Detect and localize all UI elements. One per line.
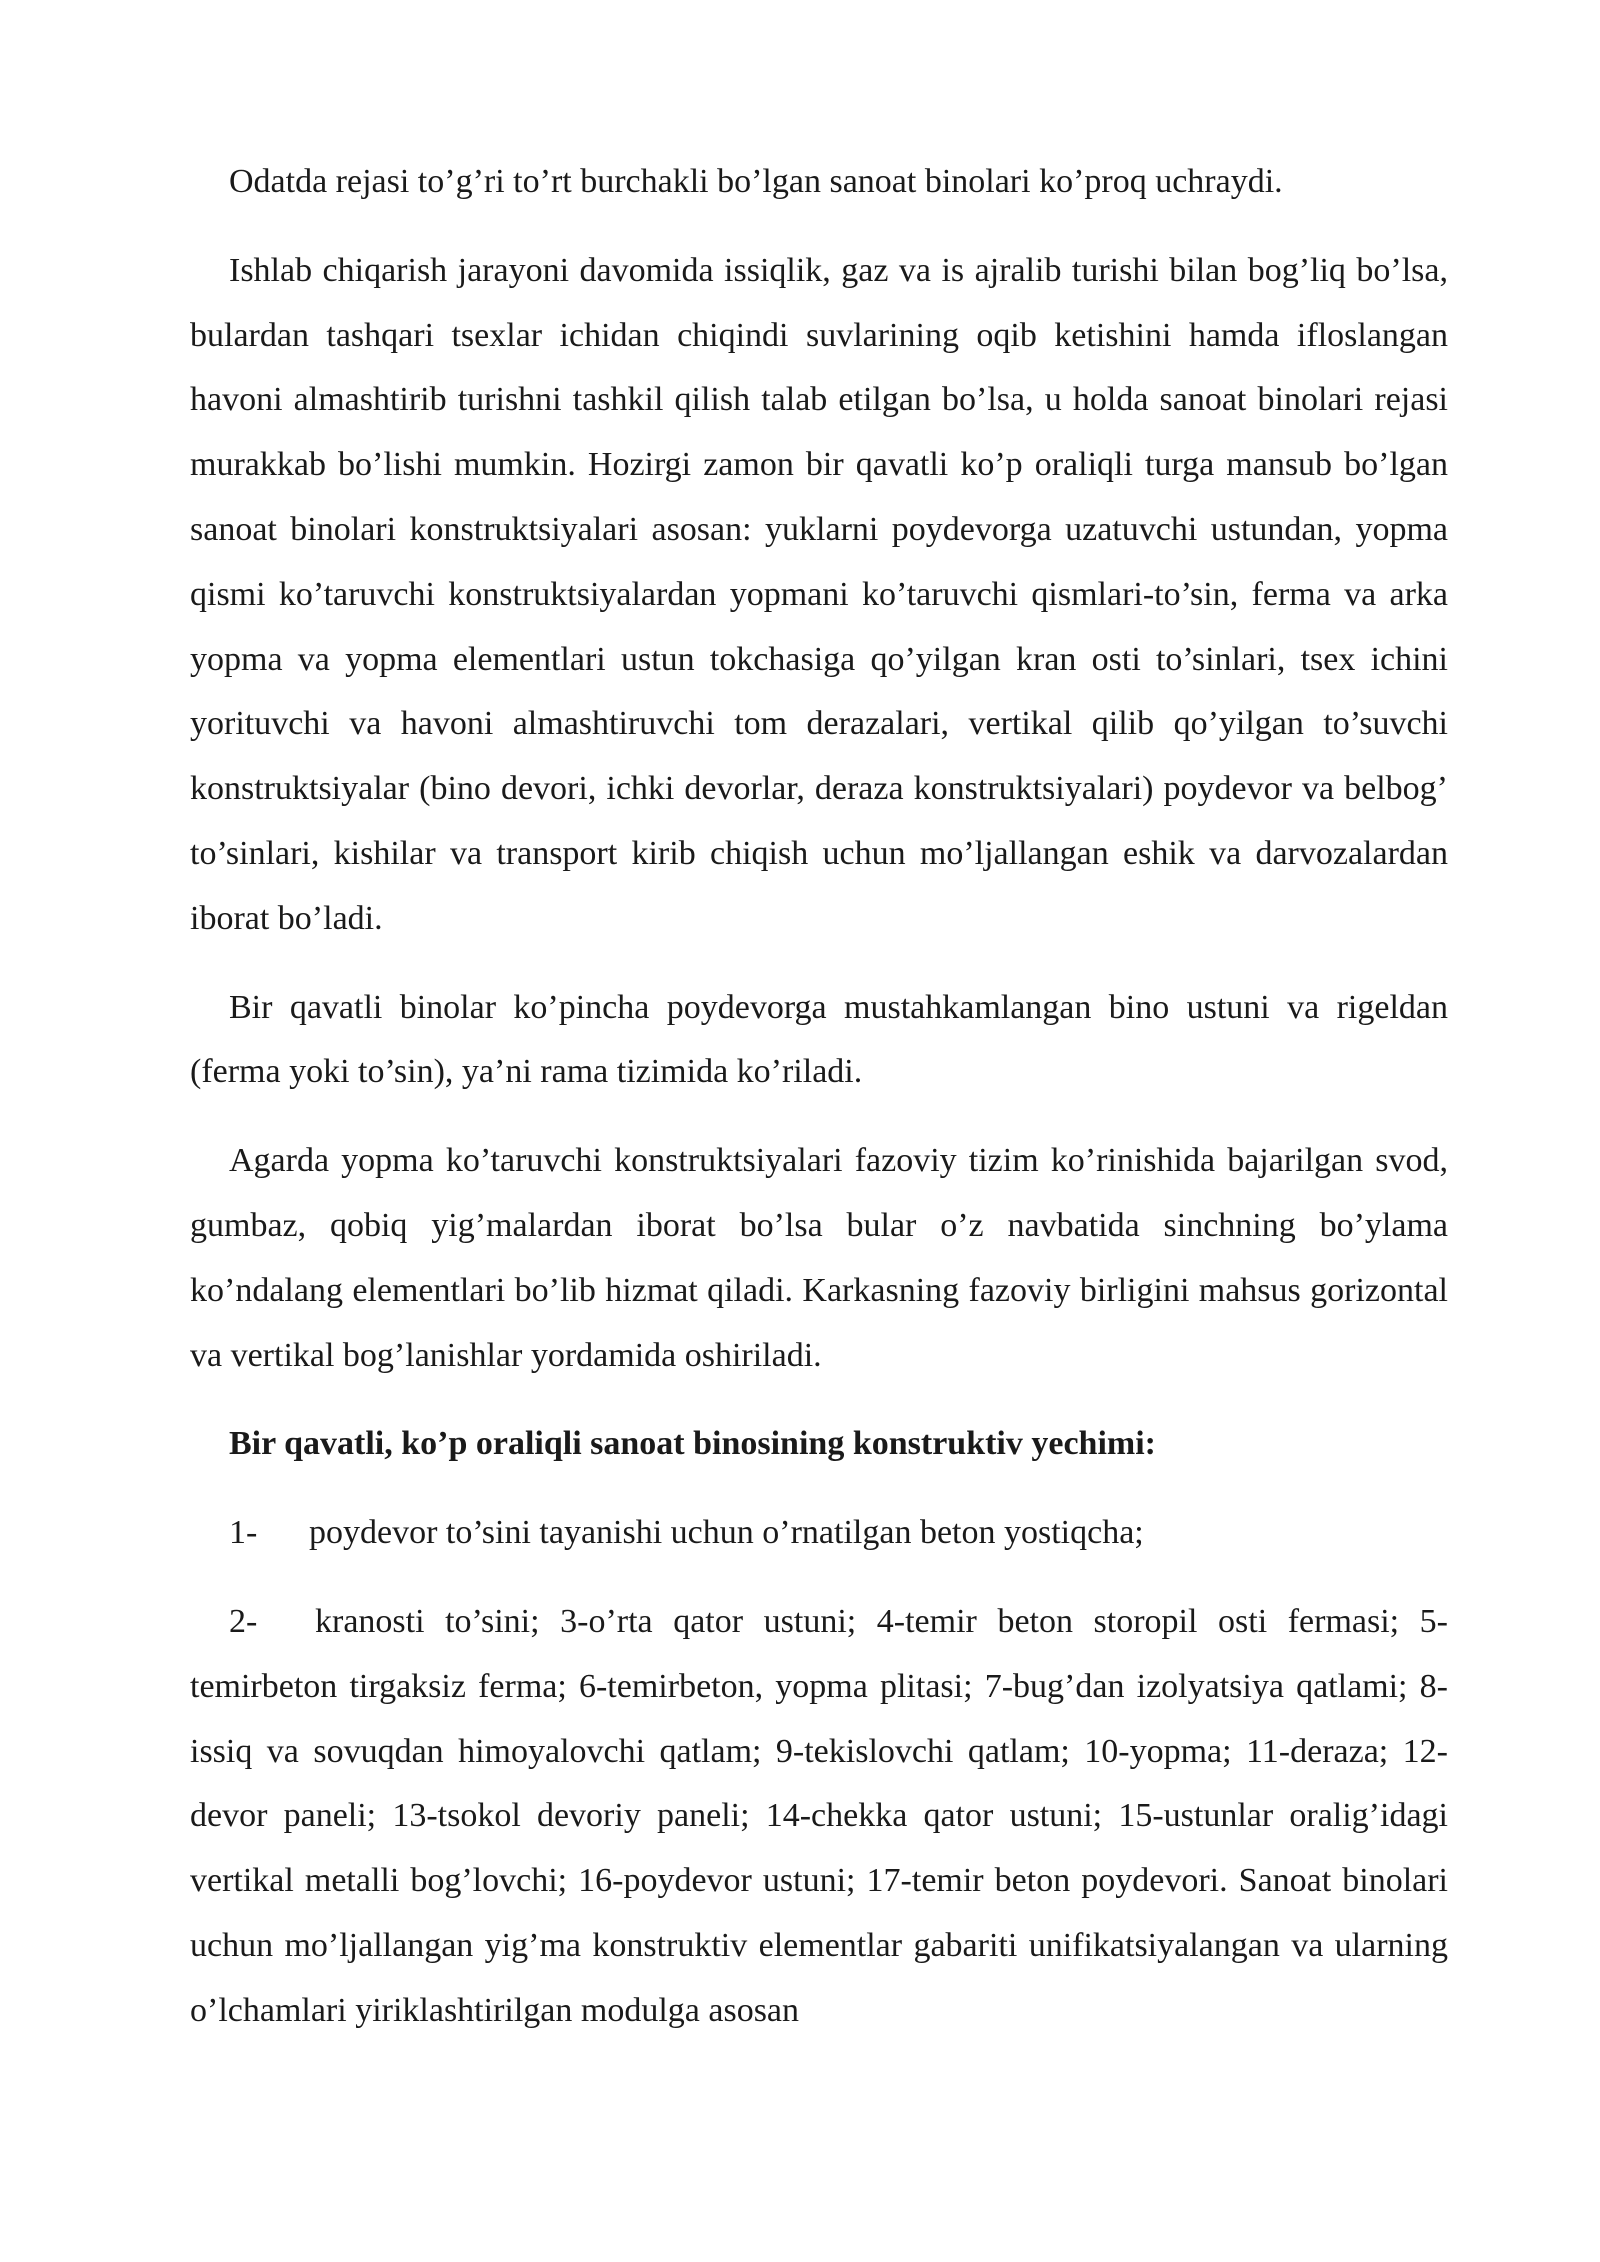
document-page [190,150,1448,2068]
paragraph-structure: Ishlab chiqarish jarayoni davomida issiqlik, gaz va is ajralib turishi bilan bog’liq bo’lsa, bulardan tashqari tsexlar ichidan chiqindi suvlarining oqib ketishini hamda ifloslangan havoni almashtirib turishni tashkil qilish talab etilgan bo’lsa, u holda sanoat binolari rejasi murakkab bo’lishi mumkin. Hozirgi zamon bir qavatli ko’p oraliqli turga mansub bo’lgan sanoat binolari konstruktsiyalari asosan: yuklarni poydevorga uzatuvchi ustundan, yopma qismi ko’taruvchi konstruktsiyalardan yopmani ko’taruvchi qismlari-to’sin, ferma va arka yopma va yopma elementlari ustun tokchasiga qo’yilgan kran osti to’sinlari, tsex ichini yorituvchi va havoni almashtiruvchi tom derazalari, vertikal qilib qo’yilgan to’suvchi konstruktsiyalar (bino devori, ichki devorlar, deraza konstruktsiyalari) poydevor va belbog’ to’sinlari, kishilar va transport kirib chiqish uchun mo’ljallangan eshik va darvozalardan iborat bo’ladi. [190,251,1448,937]
list-item-text: poydevor to’sini tayanishi uchun o’rnatilgan beton yostiqcha; [309,1514,1144,1552]
section-heading: Bir qavatli, ko’p oraliqli sanoat binosining konstruktiv yechimi: [229,1425,1156,1463]
list-item-number: 1- [229,1514,258,1552]
paragraph-spatial-roof: Agarda yopma ko’taruvchi konstruktsiyalari fazoviy tizim ko’rinishida bajarilgan svod, gumbaz, qobiq yig’malardan iborat bo’lsa bular o’z navbatida sinchning bo’ylama ko’ndalang elementlari bo’lib hizmat qiladi. Karkasning fazoviy birligini mahsus gorizontal va vertikal bog’lanishlar yordamida oshiriladi. [190,1142,1448,1374]
list-item [190,1590,1448,2044]
paragraph-frame-system: Bir qavatli binolar ko’pincha poydevorga mustahkamlangan bino ustuni va rigeldan (ferma yoki to’sin), ya’ni rama tizimida ko’riladi. [190,988,1448,1091]
paragraph-intro: Odatda rejasi to’g’ri to’rt burchakli bo’lgan sanoat binolari ko’proq uchraydi. [229,163,1283,200]
list-item-text: kranosti to’sini; 3-o’rta qator ustuni; 4-temir beton storopil osti fermasi; 5-temirbeton tirgaksiz ferma; 6-temirbeton, yopma plitasi; 7-bug’dan izolyatsiya qatlami; 8-issiq va sovuqdan himoyalovchi qatlam; 9-tekislovchi qatlam; 10-yopma; 11-deraza; 12-devor paneli; 13-tsokol devoriy paneli; 14-chekka qator ustuni; 15-ustunlar oralig’idagi vertikal metalli bog’lovchi; 16-poydevor ustuni; 17-temir beton poydevori. Sanoat binolari uchun mo’ljallangan yig’ma konstruktiv elementlar gabariti unifikatsiyalangan va ularning o’lchamlari yiriklashtirilgan modulga asosan [190,1602,1448,2029]
list-item-number: 2- [229,1602,258,1640]
list-item [190,1501,1448,1566]
